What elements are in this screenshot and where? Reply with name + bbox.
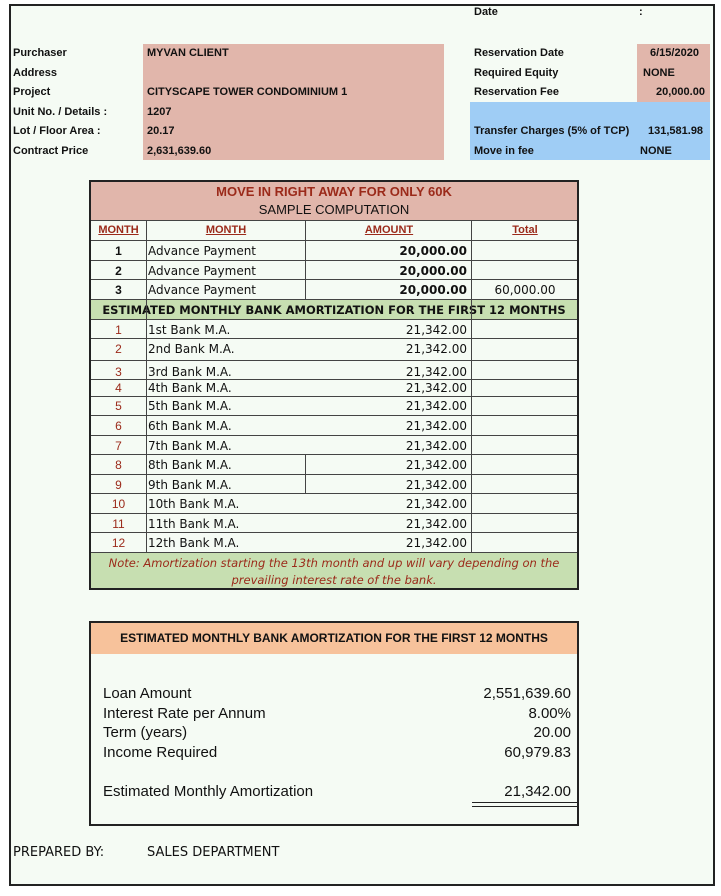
table-row xyxy=(91,319,577,339)
table-row xyxy=(91,513,577,533)
term-value: 20.00 xyxy=(533,724,571,741)
amort-amount: 21,342.00 xyxy=(405,380,467,395)
grid-line xyxy=(305,454,306,493)
amort-description: 8th Bank M.A. xyxy=(148,458,232,472)
grid-line xyxy=(146,220,147,552)
amort-description: 11th Bank M.A. xyxy=(148,516,240,531)
term-label: Term (years) xyxy=(103,724,188,741)
move-in-fee-value: NONE xyxy=(640,145,672,157)
monthly-amortization-label: Estimated Monthly Amortization xyxy=(103,783,314,800)
table-row xyxy=(91,240,577,260)
interest-rate-value: 8.00% xyxy=(528,705,571,722)
table-row xyxy=(91,532,577,552)
purchaser-label: Purchaser xyxy=(13,47,67,59)
table-row xyxy=(91,493,577,513)
computation-subtitle: SAMPLE COMPUTATION xyxy=(258,202,410,217)
amort-amount: 21,342.00 xyxy=(405,516,467,531)
month-number-header: MONTH xyxy=(98,224,139,236)
income-required-value: 60,979.83 xyxy=(504,744,571,761)
amortization-header-row xyxy=(91,299,577,319)
amort-description: 4th Bank M.A. xyxy=(148,380,232,395)
advance-month-number: 3 xyxy=(115,283,122,297)
amort-amount: 21,342.00 xyxy=(405,477,467,492)
amort-description: 10th Bank M.A. xyxy=(148,497,240,511)
transfer-charges-label: Transfer Charges (5% of TCP) xyxy=(474,125,630,137)
amort-amount: 21,342.00 xyxy=(405,438,467,453)
amort-description: 12th Bank M.A. xyxy=(148,536,240,550)
month-desc-header: MONTH xyxy=(205,224,247,236)
grid-line xyxy=(305,220,306,299)
amort-description: 1st Bank M.A. xyxy=(148,322,231,337)
advance-month-number: 1 xyxy=(115,244,122,258)
amort-month-number: 1 xyxy=(115,322,122,337)
note-line-1: Note: Amortization starting the 13th month and up will vary depending on the xyxy=(108,555,560,570)
advance-amount: 20,000.00 xyxy=(399,283,467,297)
total-header: Total xyxy=(512,224,538,236)
advance-amount: 20,000.00 xyxy=(399,263,467,278)
address-label: Address xyxy=(13,67,58,79)
amort-amount: 21,342.00 xyxy=(405,458,467,472)
project-label: Project xyxy=(13,86,51,98)
advance-month-number: 2 xyxy=(115,263,122,278)
advance-description: Advance Payment xyxy=(148,244,257,258)
table-row xyxy=(91,338,577,360)
table-row xyxy=(91,474,577,494)
reservation-fee-value: 20,000.00 xyxy=(656,86,705,98)
note-row xyxy=(91,552,577,589)
loan-amount-value: 2,551,639.60 xyxy=(483,685,571,702)
amort-amount: 21,342.00 xyxy=(405,419,467,433)
reservation-date-label: Reservation Date xyxy=(474,47,564,59)
amort-month-number: 12 xyxy=(111,536,126,550)
move-in-fee-label: Move in fee xyxy=(474,145,534,157)
floor-area-label: Lot / Floor Area : xyxy=(13,125,101,137)
contract-price-value: 2,631,639.60 xyxy=(147,145,212,157)
unit-label: Unit No. / Details : xyxy=(13,106,108,118)
table-row xyxy=(91,435,577,455)
prepared-by-label: PREPARED BY: xyxy=(13,845,105,860)
required-equity-value: NONE xyxy=(643,67,675,79)
grid-line xyxy=(471,220,472,552)
amort-description: 7th Bank M.A. xyxy=(148,438,232,453)
reservation-fee-label: Reservation Fee xyxy=(474,86,559,98)
table-row xyxy=(91,379,577,396)
column-header-row xyxy=(91,220,577,240)
table-row xyxy=(91,396,577,416)
amort-description: 9th Bank M.A. xyxy=(148,477,232,492)
amortization-summary-box xyxy=(89,621,579,826)
monthly-amortization-value: 21,342.00 xyxy=(504,783,571,800)
amort-month-number: 4 xyxy=(115,380,122,395)
amort-description: 5th Bank M.A. xyxy=(148,398,232,413)
amount-header: AMOUNT xyxy=(364,224,414,236)
interest-rate-label: Interest Rate per Annum xyxy=(103,705,266,722)
amort-month-number: 6 xyxy=(115,419,122,433)
table-row xyxy=(91,279,577,299)
amort-month-number: 7 xyxy=(115,438,122,453)
amort-description: 2nd Bank M.A. xyxy=(148,342,235,356)
floor-area-value: 20.17 xyxy=(147,125,175,137)
advance-total: 60,000.00 xyxy=(494,283,556,297)
date-colon: : xyxy=(639,6,643,18)
reservation-date-value: 6/15/2020 xyxy=(650,47,699,59)
date-label: Date xyxy=(474,6,498,18)
amort-month-number: 11 xyxy=(112,516,125,531)
advance-description: Advance Payment xyxy=(148,283,257,297)
purchaser-info-background xyxy=(143,44,444,160)
contract-price-label: Contract Price xyxy=(13,145,89,157)
advance-description: Advance Payment xyxy=(148,263,257,278)
unit-value: 1207 xyxy=(147,106,172,118)
amort-amount: 21,342.00 xyxy=(405,322,467,337)
amort-description: 6th Bank M.A. xyxy=(148,419,232,433)
amort-description: 3rd Bank M.A. xyxy=(148,364,232,379)
summary-title: ESTIMATED MONTHLY BANK AMORTIZATION FOR THE FIRST 12 MONTHS xyxy=(120,631,548,645)
amort-month-number: 2 xyxy=(115,342,122,356)
amort-amount: 21,342.00 xyxy=(405,342,467,356)
computation-table xyxy=(89,180,579,590)
table-row xyxy=(91,260,577,280)
table-row xyxy=(91,454,577,474)
transfer-charges-value: 131,581.98 xyxy=(648,125,704,137)
amort-month-number: 9 xyxy=(115,477,122,492)
purchaser-value: MYVAN CLIENT xyxy=(147,47,229,59)
required-equity-label: Required Equity xyxy=(474,67,559,79)
amort-month-number: 8 xyxy=(115,458,122,472)
computation-title: MOVE IN RIGHT AWAY FOR ONLY 60K xyxy=(216,184,452,199)
amortization-header: ESTIMATED MONTHLY BANK AMORTIZATION FOR THE FIRST 12 MONTHS xyxy=(102,302,566,317)
amort-amount: 21,342.00 xyxy=(405,497,467,511)
table-row xyxy=(91,360,577,379)
amort-amount: 21,342.00 xyxy=(405,536,467,550)
amort-amount: 21,342.00 xyxy=(405,398,467,413)
table-row xyxy=(91,415,577,435)
project-value: CITYSCAPE TOWER CONDOMINIUM 1 xyxy=(147,86,348,98)
income-required-label: Income Required xyxy=(103,744,218,761)
note-line-2: prevailing interest rate of the bank. xyxy=(231,572,437,587)
advance-amount: 20,000.00 xyxy=(399,244,467,258)
double-underline xyxy=(472,802,577,807)
amort-amount: 21,342.00 xyxy=(405,364,467,379)
amort-month-number: 3 xyxy=(115,364,122,379)
loan-amount-label: Loan Amount xyxy=(103,685,192,702)
prepared-by-value: SALES DEPARTMENT xyxy=(147,845,280,860)
amort-month-number: 10 xyxy=(111,497,126,511)
amort-month-number: 5 xyxy=(115,398,122,413)
